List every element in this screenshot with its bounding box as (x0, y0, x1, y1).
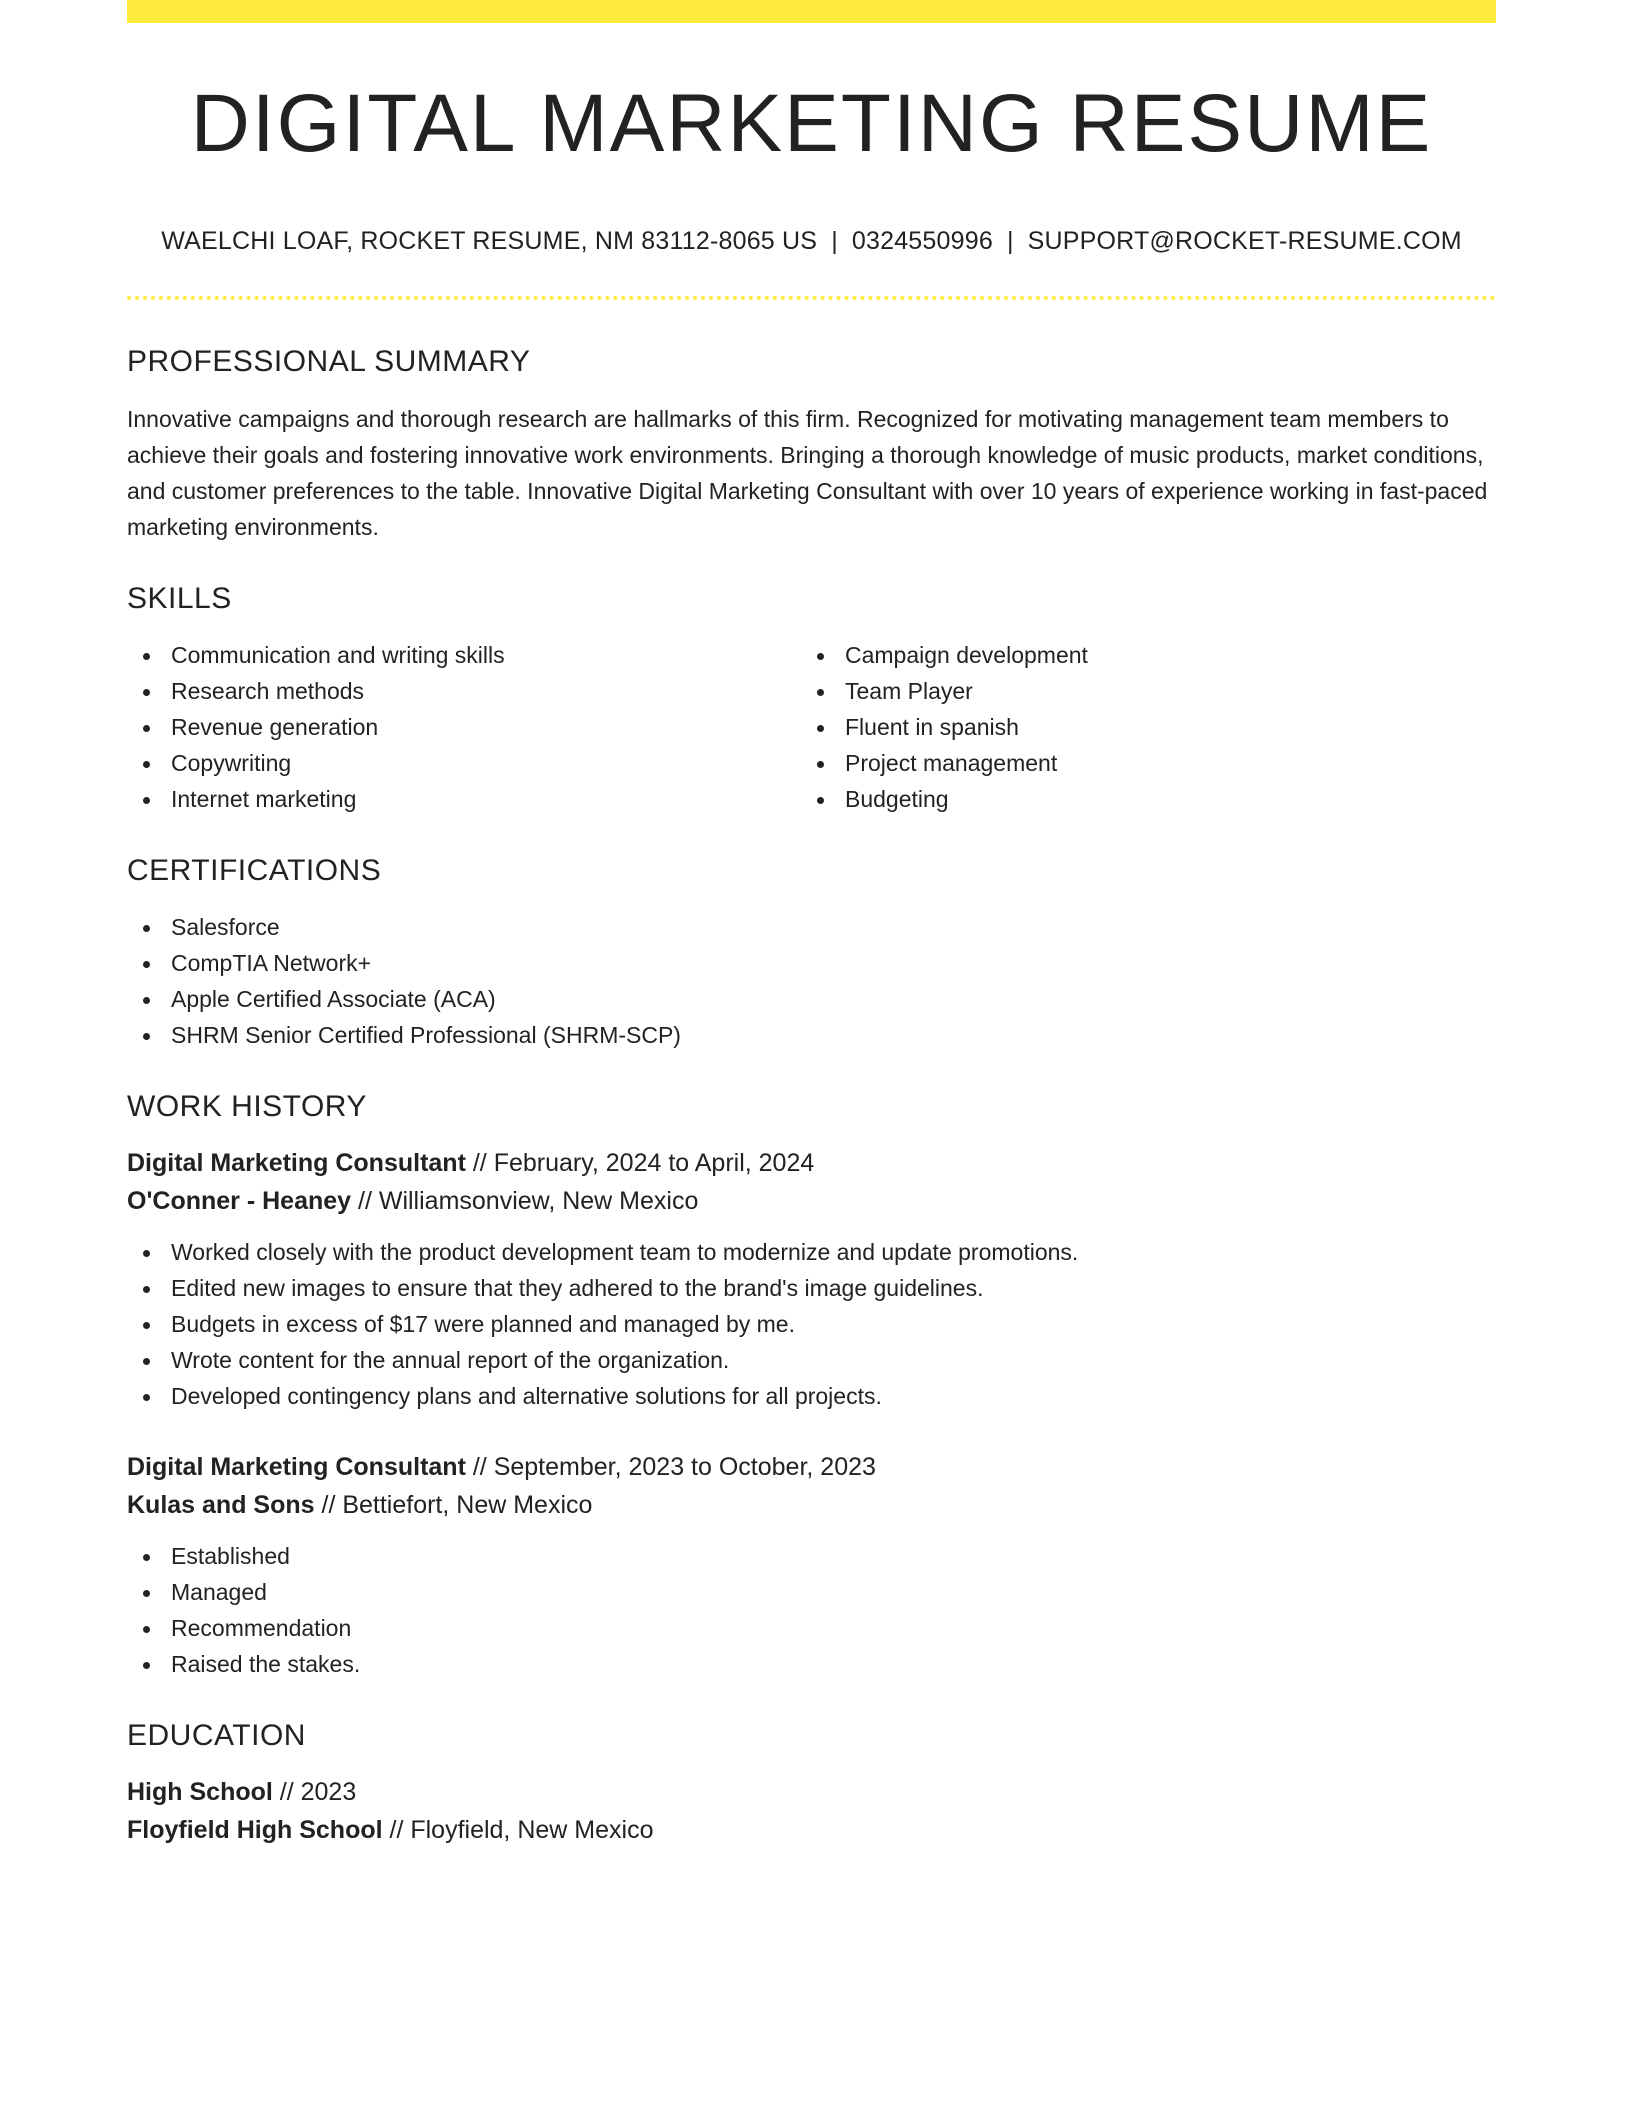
job-duty: Wrote content for the annual report of the organization. (127, 1342, 1496, 1378)
job-location: // Williamsonview, New Mexico (351, 1187, 699, 1215)
certification-item: CompTIA Network+ (127, 945, 1496, 981)
skill-item: Fluent in spanish (801, 709, 1475, 745)
certification-item: SHRM Senior Certified Professional (SHRM-SCP) (127, 1017, 1496, 1053)
job-location: // Bettiefort, New Mexico (314, 1491, 593, 1519)
work-history-heading: WORK HISTORY (127, 1090, 367, 1123)
education-entry (127, 1773, 1496, 1849)
job-duty: Recommendation (127, 1610, 1496, 1646)
contact-line (127, 227, 1496, 256)
contact-address: WAELCHI LOAF, ROCKET RESUME, NM 83112-8065 US (161, 227, 818, 255)
education-degree: High School (127, 1778, 273, 1806)
certification-item: Apple Certified Associate (ACA) (127, 981, 1496, 1017)
job-dates: // February, 2024 to April, 2024 (465, 1149, 815, 1177)
job-dates: // September, 2023 to October, 2023 (465, 1453, 876, 1481)
skill-item: Communication and writing skills (127, 637, 801, 673)
job-duty: Raised the stakes. (127, 1646, 1496, 1682)
job-title-line (127, 1448, 1496, 1486)
skills-left-column (127, 637, 801, 817)
job-duty: Developed contingency plans and alternative solutions for all projects. (127, 1378, 1496, 1414)
resume-page (127, 0, 1496, 1849)
contact-separator: | (1006, 227, 1014, 255)
contact-separator: | (831, 227, 838, 255)
top-accent-bar (127, 0, 1496, 23)
certification-item: Salesforce (127, 909, 1496, 945)
job-duty: Managed (127, 1574, 1496, 1610)
resume-title: DIGITAL MARKETING RESUME (190, 78, 1433, 169)
education-degree-line (127, 1773, 1496, 1811)
education-location: // Floyfield, New Mexico (382, 1816, 654, 1844)
job-duty: Edited new images to ensure that they adhered to the brand's image guidelines. (127, 1270, 1496, 1306)
skill-item: Revenue generation (127, 709, 801, 745)
skill-item: Research methods (127, 673, 801, 709)
skills-heading: SKILLS (127, 582, 232, 615)
job-title: Digital Marketing Consultant (127, 1149, 466, 1177)
education-year: // 2023 (272, 1778, 357, 1806)
skill-item: Campaign development (801, 637, 1475, 673)
job-entry (127, 1448, 1496, 1682)
skill-item: Team Player (801, 673, 1475, 709)
job-title-line (127, 1144, 1496, 1182)
skills-right-column (801, 637, 1475, 817)
contact-email: SUPPORT@ROCKET-RESUME.COM (1027, 227, 1462, 255)
skill-item: Internet marketing (127, 781, 801, 817)
skills-list (127, 637, 1496, 817)
job-duty: Budgets in excess of $17 were planned and managed by me. (127, 1306, 1496, 1342)
contact-phone: 0324550996 (851, 227, 993, 255)
education-heading: EDUCATION (127, 1719, 306, 1752)
job-entry (127, 1144, 1496, 1414)
certifications-heading: CERTIFICATIONS (127, 854, 382, 887)
job-duties-list (127, 1234, 1496, 1414)
job-company: Kulas and Sons (127, 1491, 315, 1519)
skill-item: Copywriting (127, 745, 801, 781)
certifications-list (127, 909, 1496, 1053)
education-school-line (127, 1811, 1496, 1849)
skill-item: Budgeting (801, 781, 1475, 817)
skill-item: Project management (801, 745, 1475, 781)
summary-text: Innovative campaigns and thorough research are hallmarks of this firm. Recognized for motivating management team members to achieve their goals and fostering innovative work environments. Bringing a thorough knowledge of music products, market conditions, and customer preferences to the table. Innovative Digital Marketing Consultant with over 10 years of experience working in fast-paced marketing environments. (127, 406, 1488, 540)
summary-heading: PROFESSIONAL SUMMARY (127, 345, 531, 378)
job-title: Digital Marketing Consultant (127, 1453, 466, 1481)
job-company-line (127, 1486, 1496, 1524)
job-duty: Established (127, 1538, 1496, 1574)
job-company-line (127, 1182, 1496, 1220)
job-duty: Worked closely with the product development team to modernize and update promotions. (127, 1234, 1496, 1270)
job-duties-list (127, 1538, 1496, 1682)
dotted-divider (127, 296, 1496, 300)
education-school: Floyfield High School (127, 1816, 383, 1844)
job-company: O'Conner - Heaney (127, 1187, 352, 1215)
